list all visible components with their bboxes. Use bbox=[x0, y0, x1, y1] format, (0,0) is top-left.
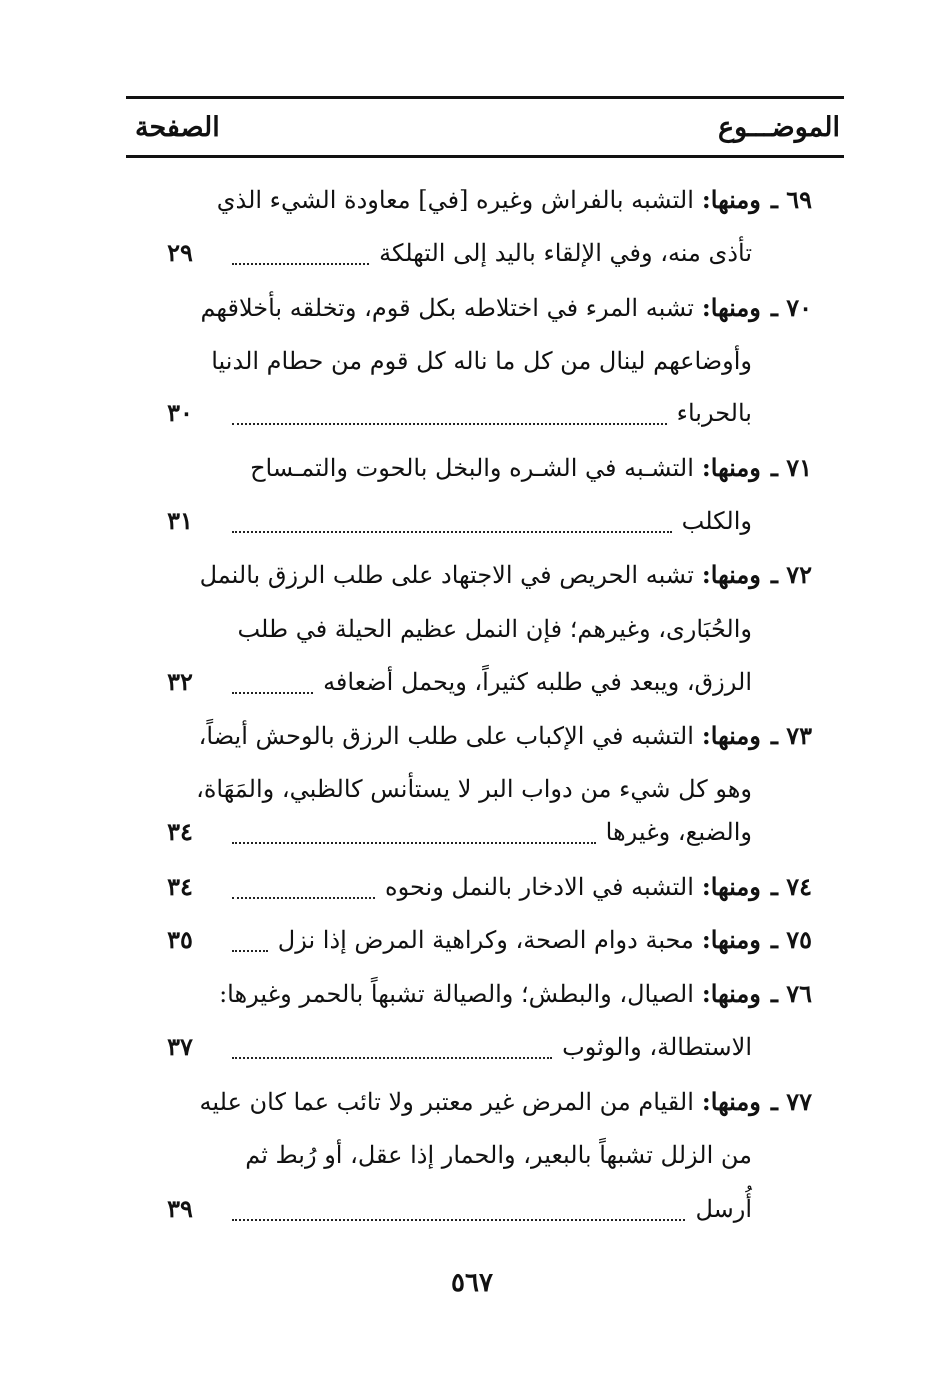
dot-leader bbox=[232, 889, 375, 899]
toc-entry-line bbox=[232, 1182, 752, 1236]
entry-lead-word: ومنها: bbox=[701, 721, 761, 750]
toc-entry-line bbox=[232, 602, 752, 656]
toc-entry-line bbox=[232, 805, 752, 859]
toc-entry-line bbox=[232, 860, 812, 914]
entry-text: التشبه بالفراش وغيره [في] معاودة الشيء الذي bbox=[216, 186, 694, 214]
entry-text: والضبع، وغيرها bbox=[605, 818, 752, 846]
entry-text: أُرسل bbox=[695, 1195, 752, 1223]
toc-entry-line bbox=[199, 1075, 812, 1129]
entry-page-number: ٢٩ bbox=[167, 238, 193, 267]
dot-leader bbox=[232, 684, 313, 694]
entry-page-number: ٣٠ bbox=[167, 398, 193, 427]
entry-lead-word: ومنها: bbox=[701, 293, 761, 322]
entry-lead-word: ومنها: bbox=[701, 560, 761, 589]
entry-text: والكلب bbox=[681, 507, 752, 535]
entry-text: وأوضاعهم لينال من كل ما ناله كل قوم من حطام الدنيا bbox=[211, 347, 752, 375]
toc-entry-line bbox=[232, 1128, 752, 1182]
entry-text: الصيال، والبطش؛ والصيالة تشبهاً بالحمر وغيرها: bbox=[219, 980, 694, 1008]
entry-lead-word: ومنها: bbox=[701, 185, 761, 214]
entry-page-number: ٣٥ bbox=[167, 925, 193, 954]
entry-text: الاستطالة، والوثوب bbox=[562, 1033, 752, 1061]
entry-number: ٧٧ ـ bbox=[770, 1087, 812, 1116]
header-topic-label: الموضـــوع bbox=[717, 112, 840, 143]
dot-leader bbox=[232, 834, 596, 844]
dot-leader bbox=[232, 942, 268, 952]
entry-number: ٧٠ ـ bbox=[770, 293, 812, 322]
page-number: ٥٦٧ bbox=[451, 1268, 493, 1298]
entry-text: تشبه المرء في اختلاطه بكل قوم، وتخلقه بأخلاقهم bbox=[200, 294, 694, 322]
toc-entry-line bbox=[216, 173, 812, 227]
dot-leader bbox=[232, 415, 667, 425]
entry-text: القيام من المرض غير معتبر ولا تائب عما كان عليه bbox=[199, 1088, 694, 1116]
entry-page-number: ٣٧ bbox=[167, 1032, 193, 1061]
entry-number: ٧٦ ـ bbox=[770, 979, 812, 1008]
entry-text: والحُبَارى، وغيرهم؛ فإن النمل عظيم الحيلة في طلب bbox=[237, 615, 752, 643]
entry-number: ٦٩ ـ bbox=[770, 185, 812, 214]
toc-entry-line bbox=[232, 441, 812, 495]
entry-number: ٧٤ ـ bbox=[770, 872, 812, 901]
toc-entry-line bbox=[232, 226, 752, 280]
entry-text: تأذى منه، وفي الإلقاء باليد إلى التهلكة bbox=[379, 239, 752, 267]
toc-entry-line bbox=[232, 655, 752, 709]
entry-text: من الزلل تشبهاً بالبعير، والحمار إذا عقل، أو رُبط ثم bbox=[245, 1141, 752, 1169]
header-page-label: الصفحة bbox=[135, 112, 220, 143]
entry-text: بالحرباء bbox=[676, 399, 752, 427]
entry-text: محبة دوام الصحة، وكراهية المرض إذا نزل bbox=[277, 926, 694, 954]
entry-page-number: ٣٤ bbox=[167, 872, 193, 901]
toc-entry-line bbox=[232, 494, 752, 548]
entry-text: التشـبه في الشـره والبخل بالحوت والتمـساح bbox=[250, 454, 694, 482]
entry-lead-word: ومنها: bbox=[701, 453, 761, 482]
entry-page-number: ٣١ bbox=[167, 506, 193, 535]
entry-page-number: ٣٤ bbox=[167, 817, 193, 846]
dot-leader bbox=[232, 255, 369, 265]
entry-number: ٧١ ـ bbox=[770, 453, 812, 482]
entry-lead-word: ومنها: bbox=[701, 925, 761, 954]
entry-number: ٧٢ ـ bbox=[770, 560, 812, 589]
entry-text: الرزق، ويبعد في طلبه كثيراً، ويحمل أضعافه bbox=[323, 668, 752, 696]
entry-page-number: ٣٢ bbox=[167, 667, 193, 696]
toc-entry-line bbox=[211, 334, 752, 388]
entry-lead-word: ومنها: bbox=[701, 1087, 761, 1116]
toc-entry-line bbox=[198, 709, 812, 763]
toc-entry-line bbox=[219, 967, 812, 1021]
toc-entry-line bbox=[232, 913, 812, 967]
dot-leader bbox=[232, 523, 672, 533]
entry-number: ٧٣ ـ bbox=[770, 721, 812, 750]
entry-lead-word: ومنها: bbox=[701, 872, 761, 901]
entry-text: وهو كل شيء من دواب البر لا يستأنس كالظبي، والمَهَاة، bbox=[196, 775, 752, 803]
entry-text: التشبه في الإكباب على طلب الرزق بالوحش أيضاً، bbox=[198, 722, 694, 750]
toc-entry-line bbox=[200, 281, 812, 335]
entry-number: ٧٥ ـ bbox=[770, 925, 812, 954]
toc-entry-line bbox=[232, 1020, 752, 1074]
dot-leader bbox=[232, 1211, 685, 1221]
entry-text: التشبه في الادخار بالنمل ونحوه bbox=[385, 873, 694, 901]
entry-text: تشبه الحريص في الاجتهاد على طلب الرزق بالنمل bbox=[199, 561, 694, 589]
entry-lead-word: ومنها: bbox=[701, 979, 761, 1008]
dot-leader bbox=[232, 1049, 552, 1059]
entry-page-number: ٣٩ bbox=[167, 1194, 193, 1223]
toc-entry-line bbox=[199, 548, 812, 602]
toc-entry-line bbox=[232, 386, 752, 440]
